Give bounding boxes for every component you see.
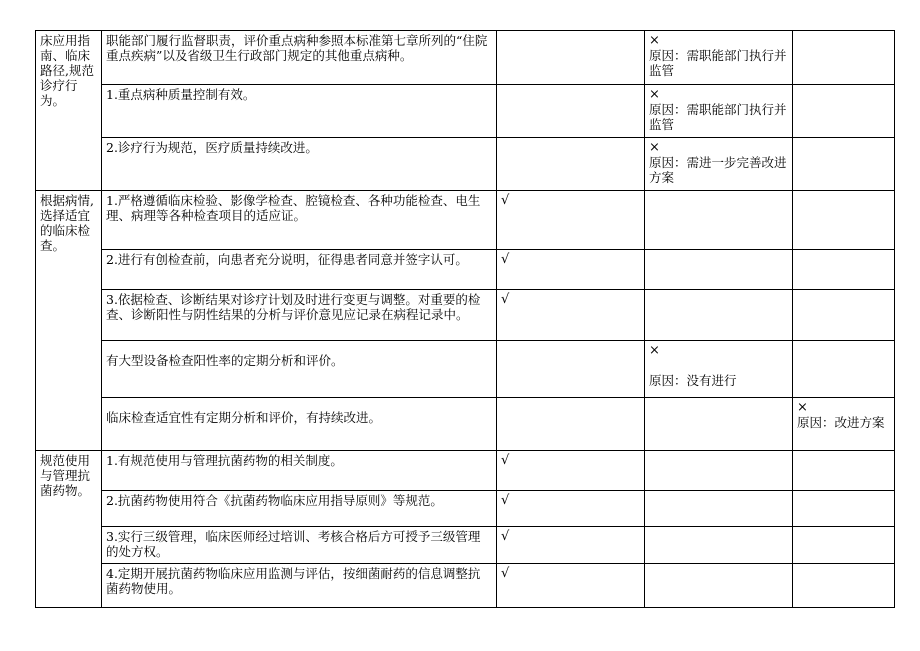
- standard-text: 4.定期开展抗菌药物临床应用监测与评估，按细菌耐药的信息调整抗菌药物使用。: [102, 564, 497, 608]
- mark-col2: [645, 491, 793, 527]
- category-cell: 根据病情,选择适宜的临床检查。: [36, 191, 102, 451]
- standard-text: 有大型设备检查阳性率的定期分析和评价。: [102, 341, 497, 398]
- mark-col1: [497, 290, 645, 341]
- check-mark: √: [501, 252, 510, 267]
- standard-text: 2.抗菌药物使用符合《抗菌药物临床应用指导原则》等规范。: [102, 491, 497, 527]
- mark-col3: [793, 341, 895, 398]
- mark-col1: [497, 31, 645, 85]
- mark-col1: [497, 191, 645, 250]
- cross-mark: ×: [797, 400, 808, 415]
- mark-col3: [793, 491, 895, 527]
- mark-col3: [793, 451, 895, 491]
- mark-col2: [645, 85, 793, 138]
- mark-col2: [645, 31, 793, 85]
- category-cell: 规范使用与管理抗菌药物。: [36, 451, 102, 608]
- standard-text: 1.有规范使用与管理抗菌药物的相关制度。: [102, 451, 497, 491]
- mark-col1: [497, 491, 645, 527]
- mark-col1: [497, 451, 645, 491]
- reason-text: 原因：需职能部门执行并监管: [649, 48, 787, 78]
- table-row: [36, 527, 895, 564]
- mark-col2: [645, 290, 793, 341]
- standard-text: 2.诊疗行为规范，医疗质量持续改进。: [102, 138, 497, 191]
- check-mark: √: [501, 292, 510, 307]
- mark-col2: [645, 451, 793, 491]
- reason-text: 原因：需进一步完善改进方案: [649, 155, 787, 185]
- mark-col1: [497, 564, 645, 608]
- mark-col1: [497, 341, 645, 398]
- standard-text: 临床检查适宜性有定期分析和评价，有持续改进。: [102, 398, 497, 451]
- mark-col1: [497, 85, 645, 138]
- cross-mark: ×: [649, 87, 660, 102]
- check-mark: √: [501, 493, 510, 508]
- table-row: [36, 85, 895, 138]
- reason-text: 原因：没有进行: [649, 373, 737, 388]
- mark-col3: [793, 250, 895, 290]
- mark-col3: [793, 138, 895, 191]
- evaluation-table: [35, 30, 895, 608]
- table-row: [36, 250, 895, 290]
- standard-text: 职能部门履行监督职责，评价重点病种参照本标准第七章所列的“住院重点疾病”以及省级卫生行政部门规定的其他重点病种。: [102, 31, 497, 85]
- mark-col1: [497, 527, 645, 564]
- mark-col3: [793, 191, 895, 250]
- cross-mark: ×: [649, 343, 660, 358]
- standard-text: 1.严格遵循临床检验、影像学检查、腔镜检查、各种功能检查、电生理、病理等各种检查项目的适应证。: [102, 191, 497, 250]
- category-cell: 床应用指南、临床路径,规范诊疗行为。: [36, 31, 102, 191]
- check-mark: √: [501, 566, 510, 581]
- table-row: [36, 398, 895, 451]
- cross-mark: ×: [649, 33, 660, 48]
- check-mark: √: [501, 193, 510, 208]
- mark-col2: [645, 138, 793, 191]
- check-mark: √: [501, 529, 510, 544]
- mark-col2: [645, 341, 793, 398]
- mark-col2: [645, 250, 793, 290]
- mark-col3: [793, 31, 895, 85]
- mark-col2: [645, 564, 793, 608]
- reason-text: 原因：改进方案: [797, 415, 885, 430]
- mark-col3: [793, 398, 895, 451]
- cross-mark: ×: [649, 140, 660, 155]
- standard-text: 3.依据检查、诊断结果对诊疗计划及时进行变更与调整。对重要的检查、诊断阳性与阴性结果的分析与评价意见应记录在病程记录中。: [102, 290, 497, 341]
- mark-col3: [793, 290, 895, 341]
- table-row: [36, 138, 895, 191]
- table-row: [36, 564, 895, 608]
- standard-text: 3.实行三级管理，临床医师经过培训、考核合格后方可授予三级管理的处方权。: [102, 527, 497, 564]
- mark-col2: [645, 191, 793, 250]
- mark-col3: [793, 564, 895, 608]
- mark-col1: [497, 250, 645, 290]
- reason-text: 原因：需职能部门执行并监管: [649, 102, 787, 132]
- mark-col3: [793, 527, 895, 564]
- table-row: [36, 290, 895, 341]
- standard-text: 1.重点病种质量控制有效。: [102, 85, 497, 138]
- table-row: [36, 451, 895, 491]
- table-row: [36, 491, 895, 527]
- table-row: [36, 191, 895, 250]
- check-mark: √: [501, 453, 510, 468]
- mark-col3: [793, 85, 895, 138]
- table-row: [36, 341, 895, 398]
- mark-col2: [645, 527, 793, 564]
- mark-col2: [645, 398, 793, 451]
- mark-col1: [497, 398, 645, 451]
- table-row: [36, 31, 895, 85]
- standard-text: 2.进行有创检查前，向患者充分说明，征得患者同意并签字认可。: [102, 250, 497, 290]
- mark-col1: [497, 138, 645, 191]
